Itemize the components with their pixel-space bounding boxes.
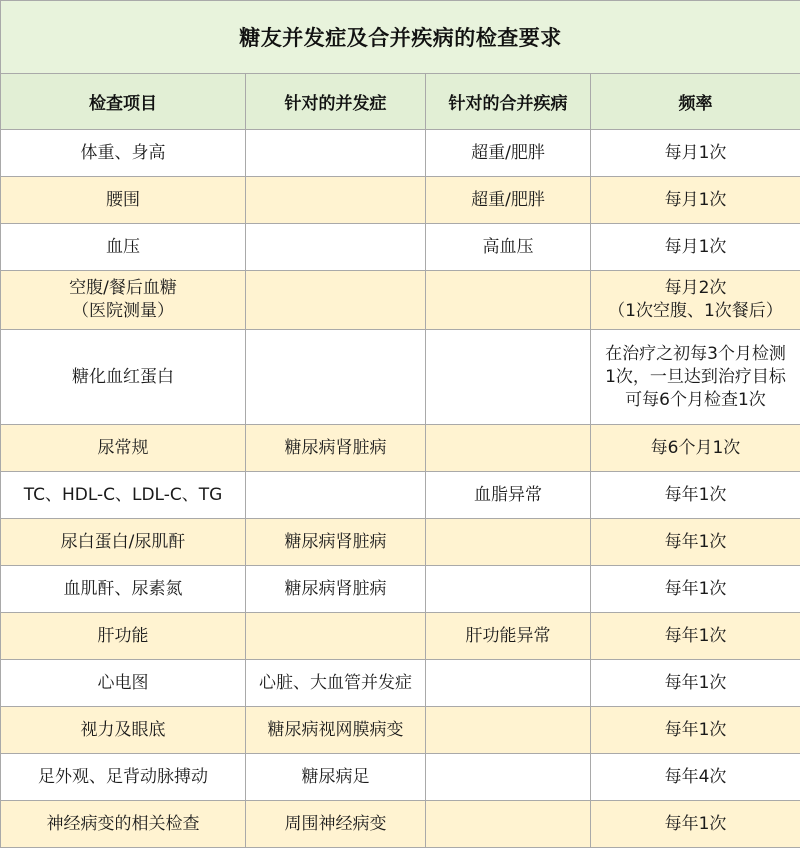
exam-item-cell-line: 血压 [106,236,140,257]
exam-item-cell-line: TC、HDL-C、LDL-C、TG [23,484,223,505]
comorbidity-cell [426,801,591,848]
table-row [1,801,800,848]
comorbidity-cell [426,330,591,425]
complication-cell: 糖尿病足 [246,754,426,801]
frequency-cell [591,566,800,613]
exam-item-cell [1,472,246,519]
exam-item-cell-line: 视力及眼底 [80,719,166,740]
comorbidity-cell [426,566,591,613]
frequency-cell-line: 每月1次 [664,142,727,163]
complication-cell [246,472,426,519]
table-row [1,707,800,754]
comorbidity-cell [426,271,591,330]
table-row [1,330,800,425]
comorbidity-cell: 超重/肥胖 [426,177,591,224]
frequency-cell-line: 每年1次 [664,625,727,646]
exam-item-cell [1,801,246,848]
complication-cell: 周围神经病变 [246,801,426,848]
frequency-cell-line: 可每6个月检查1次 [625,389,766,410]
frequency-cell-line: 每月1次 [664,236,727,257]
header-complication: 针对的并发症 [246,74,426,130]
exam-item-cell-line: 足外观、足背动脉搏动 [38,766,208,787]
exam-item-cell-line: 肝功能 [97,625,149,646]
complication-cell: 糖尿病视网膜病变 [246,707,426,754]
exam-item-cell-line: 尿白蛋白/尿肌酐 [60,531,186,552]
exam-item-cell-line: 神经病变的相关检查 [46,813,200,834]
frequency-cell [591,330,800,425]
table-row [1,472,800,519]
table-body [1,130,800,848]
comorbidity-cell: 超重/肥胖 [426,130,591,177]
frequency-cell-line: 1次，一旦达到治疗目标 [605,366,786,387]
frequency-cell-line: 每年1次 [664,531,727,552]
exam-item-cell [1,271,246,330]
frequency-cell-line: 每年1次 [664,672,727,693]
complication-cell: 心脏、大血管并发症 [246,660,426,707]
exam-item-cell-line: 糖化血红蛋白 [72,366,174,387]
table-row [1,177,800,224]
exam-item-cell [1,330,246,425]
complication-cell [246,177,426,224]
table-row [1,425,800,472]
frequency-cell [591,425,800,472]
frequency-cell [591,472,800,519]
exam-item-cell-line: 腰围 [106,189,140,210]
frequency-cell-line: （1次空腹、1次餐后） [608,301,783,321]
exam-item-cell-line: 心电图 [97,672,149,693]
complication-cell [246,613,426,660]
frequency-cell [591,660,800,707]
exam-item-cell-line: 体重、身高 [80,142,166,163]
exam-item-cell-line: （医院测量） [72,301,174,321]
table-row [1,754,800,801]
comorbidity-cell [426,660,591,707]
comorbidity-cell [426,425,591,472]
header-frequency: 频率 [591,74,800,130]
exam-item-cell [1,754,246,801]
complication-cell: 糖尿病肾脏病 [246,519,426,566]
header-exam-item: 检查项目 [1,74,246,130]
frequency-cell [591,613,800,660]
exam-item-cell [1,425,246,472]
frequency-cell [591,271,800,330]
frequency-cell [591,707,800,754]
exam-item-cell [1,177,246,224]
table-title: 糖友并发症及合并疾病的检查要求 [1,1,800,74]
exam-item-cell [1,519,246,566]
frequency-cell-line: 每月1次 [664,189,727,210]
comorbidity-cell: 高血压 [426,224,591,271]
table-row [1,660,800,707]
exam-item-cell-line: 血肌酐、尿素氮 [63,578,183,599]
frequency-cell-line: 每年4次 [664,766,727,787]
exam-item-cell [1,660,246,707]
table-row [1,271,800,330]
complication-cell: 糖尿病肾脏病 [246,566,426,613]
frequency-cell [591,801,800,848]
exam-item-cell [1,613,246,660]
frequency-cell [591,177,800,224]
frequency-cell-line: 每月2次 [664,278,727,298]
table-row [1,519,800,566]
table-row [1,224,800,271]
frequency-cell-line: 每年1次 [664,719,727,740]
header-comorbidity: 针对的合并疾病 [426,74,591,130]
complication-cell [246,130,426,177]
complication-cell [246,330,426,425]
table-row [1,566,800,613]
complication-cell: 糖尿病肾脏病 [246,425,426,472]
frequency-cell [591,224,800,271]
complication-cell [246,271,426,330]
complication-cell [246,224,426,271]
exam-item-cell-line: 尿常规 [97,437,149,458]
frequency-cell [591,754,800,801]
comorbidity-cell [426,754,591,801]
comorbidity-cell: 肝功能异常 [426,613,591,660]
exam-item-cell [1,130,246,177]
comorbidity-cell: 血脂异常 [426,472,591,519]
comorbidity-cell [426,707,591,754]
table-row [1,613,800,660]
frequency-cell [591,519,800,566]
table-row [1,130,800,177]
frequency-cell-line: 每6个月1次 [650,437,741,458]
exam-item-cell-line: 空腹/餐后血糖 [69,278,177,298]
exam-item-cell [1,707,246,754]
exam-item-cell [1,566,246,613]
frequency-cell-line: 每年1次 [664,484,727,505]
exam-item-cell [1,224,246,271]
frequency-cell [591,130,800,177]
frequency-cell-line: 每年1次 [664,578,727,599]
frequency-cell-line: 在治疗之初每3个月检测 [605,343,786,364]
comorbidity-cell [426,519,591,566]
frequency-cell-line: 每年1次 [664,813,727,834]
